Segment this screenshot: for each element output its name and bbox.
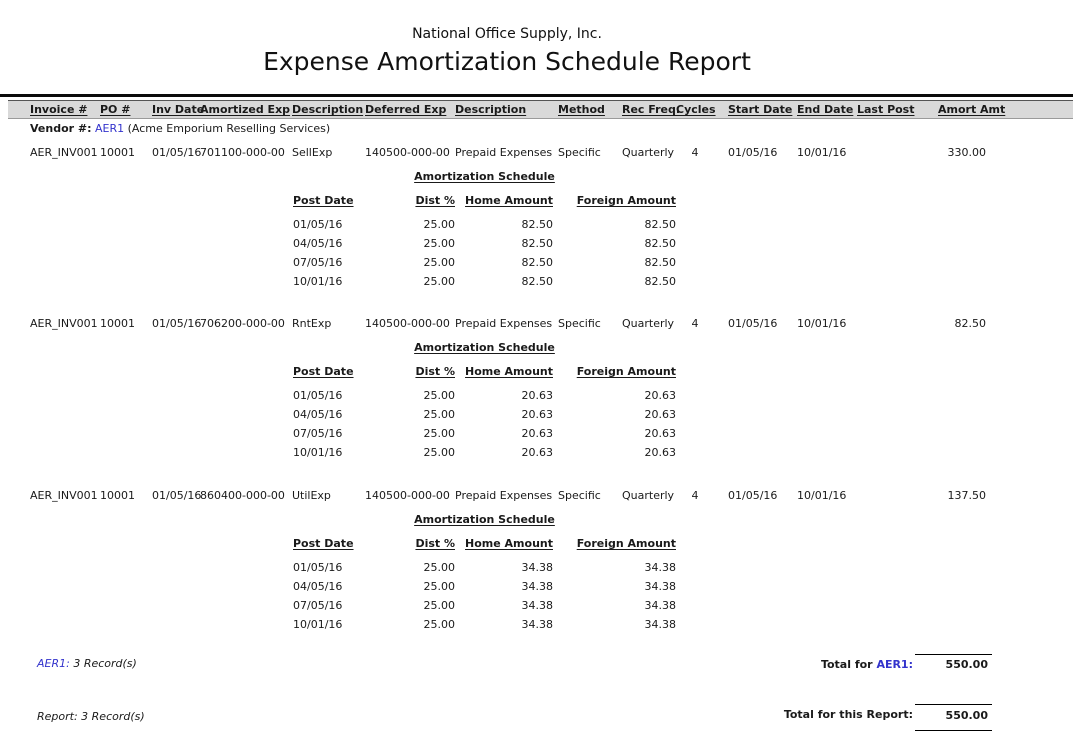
col-header-po: PO # — [100, 103, 131, 116]
post-date: 04/05/16 — [293, 408, 343, 421]
col-header-deferred-exp: Deferred Exp — [365, 103, 447, 116]
amortized-exp-description: RntExp — [292, 317, 332, 330]
end-date: 10/01/16 — [797, 317, 847, 330]
vendor-line — [30, 122, 330, 135]
schedule-row — [293, 256, 676, 275]
col-header-amort-amt: Amort Amt — [938, 103, 1006, 116]
deferred-exp-account: 140500-000-00 — [365, 489, 450, 502]
home-amount: 20.63 — [521, 389, 553, 402]
dist-percent: 25.00 — [423, 237, 455, 250]
inv-date: 01/05/16 — [152, 317, 202, 330]
deferred-exp-account: 140500-000-00 — [365, 146, 450, 159]
schedule-row — [293, 561, 676, 580]
schedule-title: Amortization Schedule — [414, 341, 555, 354]
method: Specific — [558, 489, 601, 502]
column-header-band — [8, 100, 1073, 119]
report-total-value: 550.00 — [915, 704, 992, 731]
cycles: 4 — [691, 317, 699, 330]
foreign-amount: 20.63 — [644, 446, 676, 459]
inv-date: 01/05/16 — [152, 489, 202, 502]
start-date: 01/05/16 — [728, 146, 778, 159]
dist-percent: 25.00 — [423, 256, 455, 269]
schedule-row — [293, 580, 676, 599]
home-amount: 34.38 — [521, 618, 553, 631]
amortized-exp-description: UtilExp — [292, 489, 331, 502]
sched-col-dist: Dist % — [415, 194, 455, 207]
cycles: 4 — [691, 146, 699, 159]
invoice-row — [30, 489, 1092, 502]
dist-percent: 25.00 — [423, 446, 455, 459]
vendor-name: (Acme Emporium Reselling Services) — [127, 122, 331, 135]
invoice-number: AER_INV001 — [30, 489, 98, 502]
home-amount: 82.50 — [521, 237, 553, 250]
amort-amt: 330.00 — [947, 146, 986, 159]
amortized-exp-account: 706200-000-00 — [200, 317, 285, 330]
post-date: 07/05/16 — [293, 256, 343, 269]
col-header-invoice: Invoice # — [30, 103, 88, 116]
col-header-cycles: Cycles — [676, 103, 716, 116]
schedule-rows — [293, 561, 676, 637]
col-header-amortized-exp: Amortized Exp — [200, 103, 291, 116]
schedule-row — [293, 237, 676, 256]
rec-freq: Quarterly — [622, 489, 675, 502]
post-date: 04/05/16 — [293, 237, 343, 250]
schedule-row — [293, 275, 676, 294]
sched-col-home: Home Amount — [465, 365, 553, 378]
foreign-amount: 82.50 — [644, 237, 676, 250]
rec-freq: Quarterly — [622, 317, 675, 330]
invoice-row — [30, 317, 1092, 330]
sched-col-foreign: Foreign Amount — [576, 194, 676, 207]
deferred-exp-description: Prepaid Expenses — [455, 489, 553, 502]
home-amount: 34.38 — [521, 599, 553, 612]
po-number: 10001 — [100, 146, 135, 159]
report-record-count: Report: 3 Record(s) — [37, 710, 145, 723]
foreign-amount: 34.38 — [644, 561, 676, 574]
invoice-number: AER_INV001 — [30, 146, 98, 159]
invoice-row — [30, 146, 1092, 159]
dist-percent: 25.00 — [423, 389, 455, 402]
sched-col-post-date: Post Date — [293, 365, 354, 378]
schedule-headers — [293, 194, 676, 207]
schedule-row — [293, 408, 676, 427]
post-date: 07/05/16 — [293, 599, 343, 612]
foreign-amount: 82.50 — [644, 218, 676, 231]
po-number: 10001 — [100, 489, 135, 502]
schedule-title: Amortization Schedule — [414, 513, 555, 526]
home-amount: 34.38 — [521, 561, 553, 574]
vendor-total-label — [700, 658, 913, 671]
schedule-row — [293, 446, 676, 465]
dist-percent: 25.00 — [423, 218, 455, 231]
inv-date: 01/05/16 — [152, 146, 202, 159]
dist-percent: 25.00 — [423, 561, 455, 574]
dist-percent: 25.00 — [423, 618, 455, 631]
deferred-exp-description: Prepaid Expenses — [455, 317, 553, 330]
foreign-amount: 34.38 — [644, 618, 676, 631]
post-date: 01/05/16 — [293, 389, 343, 402]
start-date: 01/05/16 — [728, 489, 778, 502]
col-header-start-date: Start Date — [728, 103, 793, 116]
sched-col-home: Home Amount — [465, 537, 553, 550]
schedule-headers — [293, 537, 676, 550]
schedule-row — [293, 618, 676, 637]
method: Specific — [558, 317, 601, 330]
foreign-amount: 20.63 — [644, 427, 676, 440]
schedule-rows — [293, 389, 676, 465]
invoice-block — [0, 317, 1092, 477]
schedule-headers — [293, 365, 676, 378]
col-header-description1: Description — [292, 103, 364, 116]
schedule-rows — [293, 218, 676, 294]
post-date: 04/05/16 — [293, 580, 343, 593]
sched-col-post-date: Post Date — [293, 194, 354, 207]
vendor-code: AER1 — [95, 122, 125, 135]
cycles: 4 — [691, 489, 699, 502]
schedule-row — [293, 218, 676, 237]
po-number: 10001 — [100, 317, 135, 330]
end-date: 10/01/16 — [797, 489, 847, 502]
foreign-amount: 34.38 — [644, 599, 676, 612]
vendor-summary-code: AER1: — [37, 657, 70, 670]
home-amount: 82.50 — [521, 218, 553, 231]
schedule-title: Amortization Schedule — [414, 170, 555, 183]
vendor-total-prefix: Total for — [820, 658, 877, 671]
company-name: National Office Supply, Inc. — [412, 26, 602, 42]
column-headers — [30, 101, 1073, 118]
home-amount: 82.50 — [521, 256, 553, 269]
home-amount: 20.63 — [521, 446, 553, 459]
home-amount: 34.38 — [521, 580, 553, 593]
sched-col-post-date: Post Date — [293, 537, 354, 550]
end-date: 10/01/16 — [797, 146, 847, 159]
foreign-amount: 82.50 — [644, 275, 676, 288]
post-date: 10/01/16 — [293, 446, 343, 459]
dist-percent: 25.00 — [423, 427, 455, 440]
deferred-exp-account: 140500-000-00 — [365, 317, 450, 330]
sched-col-dist: Dist % — [415, 537, 455, 550]
dist-percent: 25.00 — [423, 599, 455, 612]
dist-percent: 25.00 — [423, 275, 455, 288]
col-header-method: Method — [558, 103, 605, 116]
col-header-inv-date: Inv Date — [152, 103, 205, 116]
vendor-total-value: 550.00 — [915, 654, 992, 671]
post-date: 10/01/16 — [293, 618, 343, 631]
amortized-exp-account: 860400-000-00 — [200, 489, 285, 502]
col-header-last-post: Last Post — [857, 103, 915, 116]
foreign-amount: 20.63 — [644, 389, 676, 402]
vendor-record-count — [37, 657, 137, 670]
top-rule — [0, 94, 1073, 97]
report-total-label: Total for this Report: — [783, 708, 913, 721]
amort-amt: 137.50 — [947, 489, 986, 502]
invoice-block — [0, 489, 1092, 649]
invoice-number: AER_INV001 — [30, 317, 98, 330]
home-amount: 20.63 — [521, 427, 553, 440]
amort-amt: 82.50 — [954, 317, 986, 330]
sched-col-foreign: Foreign Amount — [576, 365, 676, 378]
invoice-block — [0, 146, 1092, 306]
vendor-total-code: AER1: — [876, 658, 913, 671]
start-date: 01/05/16 — [728, 317, 778, 330]
amortized-exp-description: SellExp — [292, 146, 333, 159]
home-amount: 20.63 — [521, 408, 553, 421]
post-date: 10/01/16 — [293, 275, 343, 288]
sched-col-foreign: Foreign Amount — [576, 537, 676, 550]
foreign-amount: 82.50 — [644, 256, 676, 269]
dist-percent: 25.00 — [423, 580, 455, 593]
schedule-row — [293, 599, 676, 618]
method: Specific — [558, 146, 601, 159]
post-date: 07/05/16 — [293, 427, 343, 440]
dist-percent: 25.00 — [423, 408, 455, 421]
schedule-row — [293, 427, 676, 446]
foreign-amount: 20.63 — [644, 408, 676, 421]
post-date: 01/05/16 — [293, 561, 343, 574]
col-header-description2: Description — [455, 103, 527, 116]
col-header-rec-freq: Rec Freq. — [622, 103, 681, 116]
report-title: Expense Amortization Schedule Report — [263, 47, 751, 76]
col-header-end-date: End Date — [797, 103, 854, 116]
sched-col-dist: Dist % — [415, 365, 455, 378]
deferred-exp-description: Prepaid Expenses — [455, 146, 553, 159]
rec-freq: Quarterly — [622, 146, 675, 159]
vendor-label: Vendor #: — [30, 122, 92, 135]
foreign-amount: 34.38 — [644, 580, 676, 593]
sched-col-home: Home Amount — [465, 194, 553, 207]
amortized-exp-account: 701100-000-00 — [200, 146, 285, 159]
schedule-row — [293, 389, 676, 408]
vendor-summary-records: 3 Record(s) — [69, 657, 137, 670]
home-amount: 82.50 — [521, 275, 553, 288]
post-date: 01/05/16 — [293, 218, 343, 231]
